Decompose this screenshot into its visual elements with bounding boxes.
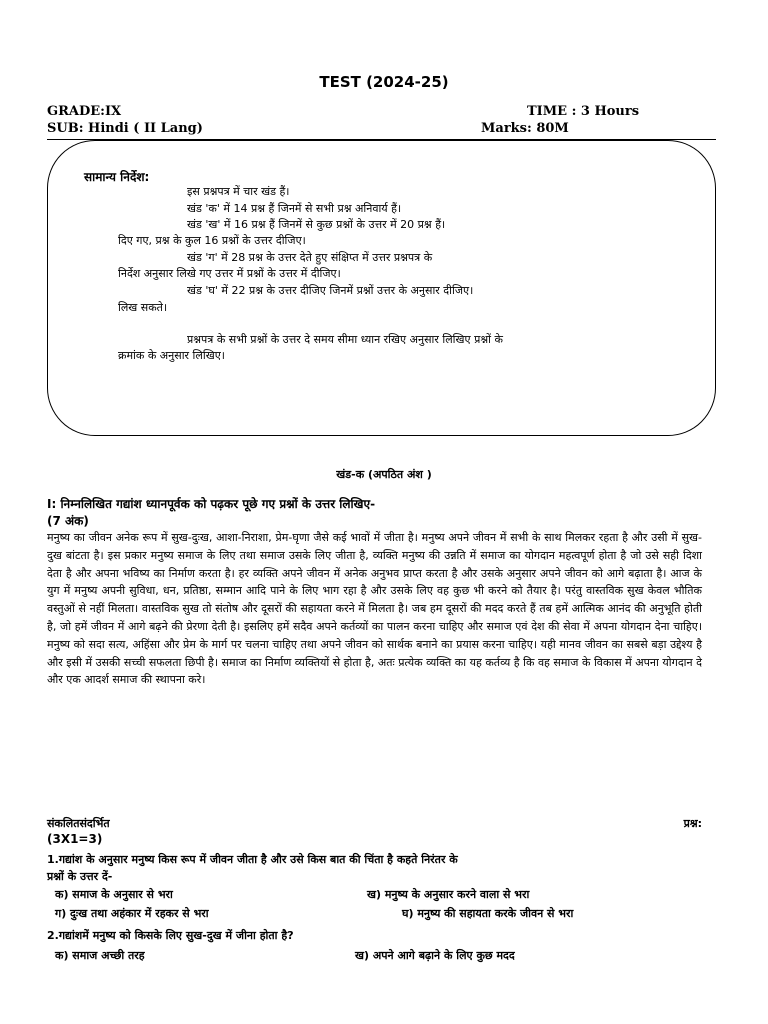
instructions-heading: सामान्य निर्देश: — [84, 170, 150, 184]
instruction-line: खंड 'क' में 14 प्रश्न हैं जिनमें से सभी प्रश्न अनिवार्य हैं। — [187, 202, 402, 215]
question-1-text-cont: प्रश्नों के उत्तर दें- — [47, 870, 113, 883]
instruction-line: क्रमांक के अनुसार लिखिए। — [118, 349, 225, 362]
question-heading: I: निम्नलिखित गद्यांश ध्यानपूर्वक को पढ़कर पूछे गए प्रश्नों के उत्तर लिखिए- — [47, 497, 376, 511]
instruction-line: खंड 'घ' में 22 प्रश्न के उत्तर दीजिए जिनमें प्रश्नों उत्तर के अनुसार दीजिए। — [187, 284, 474, 297]
instruction-line: खंड 'ख' में 16 प्रश्न हैं जिनमें से कुछ प्रश्नों के उत्तर में 20 प्रश्न हैं। — [187, 218, 446, 231]
q1-option-b[interactable]: ख) मनुष्य के अनुसार करने वाला से भरा — [367, 888, 530, 901]
question-1 — [47, 851, 707, 885]
q1-option-a[interactable]: क) समाज के अनुसार से भरा — [55, 888, 173, 901]
source-label: संकलितसंदर्भित — [47, 817, 110, 830]
instruction-line: दिए गए, प्रश्न के कुल 16 प्रश्नों के उत्तर दीजिए। — [118, 234, 306, 247]
instruction-line: निर्देश अनुसार लिखे गए उत्तर में प्रश्नों के उत्तर में दीजिए। — [118, 267, 341, 280]
time-label: TIME : 3 Hours — [527, 104, 640, 119]
question-2-text: 2.गद्यांश‌में मनुष्य को किसके लिए सुख-दुख में जीना होता है? — [47, 929, 294, 942]
passage-text: मनुष्य का जीवन अनेक रूप में सुख-दुःख, आशा-निराशा, प्रेम-घृणा जैसे कई भावों में जीता है। मनुष्य अपने जीवन में सभी के साथ मिलकर रहता है और उसी में सुख-दुख बांटता है। इस प्रकार मनुष्य समाज के लिए तथा समाज उसके लिए जीता है, व्यक्ति मनुष्य की उन्नति में समाज का योगदान महत्वपूर्ण होता है जो उसे सही दिशा देता है और अपना भविष्य का निर्माण करता है। हर व्यक्ति अपने जीवन में अनेक अनुभव प्राप्त करता है और उसके अनुसार अपने जीवन को आगे बढ़ाता है। आज के युग में मनुष्य अपनी सुविधा, धन, प्रतिष्ठा, सम्मान आदि पाने के लिए भाग रहा है और उसके लिए वह कुछ भी करने को तैयार है। परंतु वास्तविक सुख केवल भौतिक वस्तुओं से नहीं मिलता। वास्तविक सुख तो संतोष और दूसरों की सहायता करने में मिलता है। जब हम दूसरों की मदद करते हैं तब हमें आत्मिक आनंद की अनुभूति होती है, जो हमें जीवन में आगे बढ़ने की प्रेरणा देती है। इसलिए हमें सदैव अपने कर्तव्यों का पालन करना चाहिए और समाज एवं देश की सेवा में अपना योगदान देना चाहिए। मनुष्य को सदा सत्य, अहिंसा और प्रेम के मार्ग पर चलना चाहिए तथा अपने जीवन को सार्थक बनाने का प्रयास करना चाहिए। यही मानव जीवन का सबसे बड़ा उद्देश्य है और इसी में उसकी सच्ची सफलता छिपी है। समाज का निर्माण व्यक्तियों से होता है, अतः प्रत्येक व्यक्ति का यह कर्तव्य है कि वह समाज के विकास में अपना योगदान दे और एक आदर्श समाज की स्थापना करे। — [47, 531, 702, 687]
test-title: TEST (2024-25) — [319, 73, 449, 91]
instruction-line: खंड 'ग' में 28 प्रश्न के उत्तर देते हुए संक्षिप्त में उत्तर प्रश्नपत्र के — [187, 251, 433, 264]
instruction-line: प्रश्नपत्र के सभी प्रश्नों के उत्तर दे समय सीमा ध्यान रखिए अनुसार लिखिए प्रश्नों के — [187, 333, 503, 346]
subject-label: SUB: Hindi ( II Lang) — [47, 121, 203, 136]
questions-marks: (3X1=3) — [47, 832, 103, 846]
instruction-line: लिख सकते। — [118, 301, 168, 314]
q1-option-d[interactable]: घ) मनुष्य की सहायता करके जीवन से भरा — [402, 907, 574, 920]
section-title: खंड-क (अपठित अंश ) — [336, 468, 432, 481]
marks-label: Marks: 80M — [481, 121, 569, 136]
grade-label: GRADE:IX — [47, 104, 122, 119]
question-1-text: 1.गद्यांश के अनुसार मनुष्य किस रूप में जीवन जीता है और उसे किस बात की चिंता है कहते निरंतर के — [47, 853, 458, 866]
q1-option-c[interactable]: ग) दुःख तथा अहंकार में रहकर से भरा — [55, 907, 209, 920]
instruction-line: इस प्रश्नपत्र में चार खंड हैं। — [187, 185, 290, 198]
q2-option-b[interactable]: ख) अपने आगे बढ़ाने के लिए कुछ मदद — [355, 949, 515, 962]
q2-option-a[interactable]: क) समाज अच्छी तरह — [55, 949, 145, 962]
questions-label: प्रश्न: — [683, 817, 702, 830]
question-marks: (7 अंक) — [47, 514, 89, 528]
